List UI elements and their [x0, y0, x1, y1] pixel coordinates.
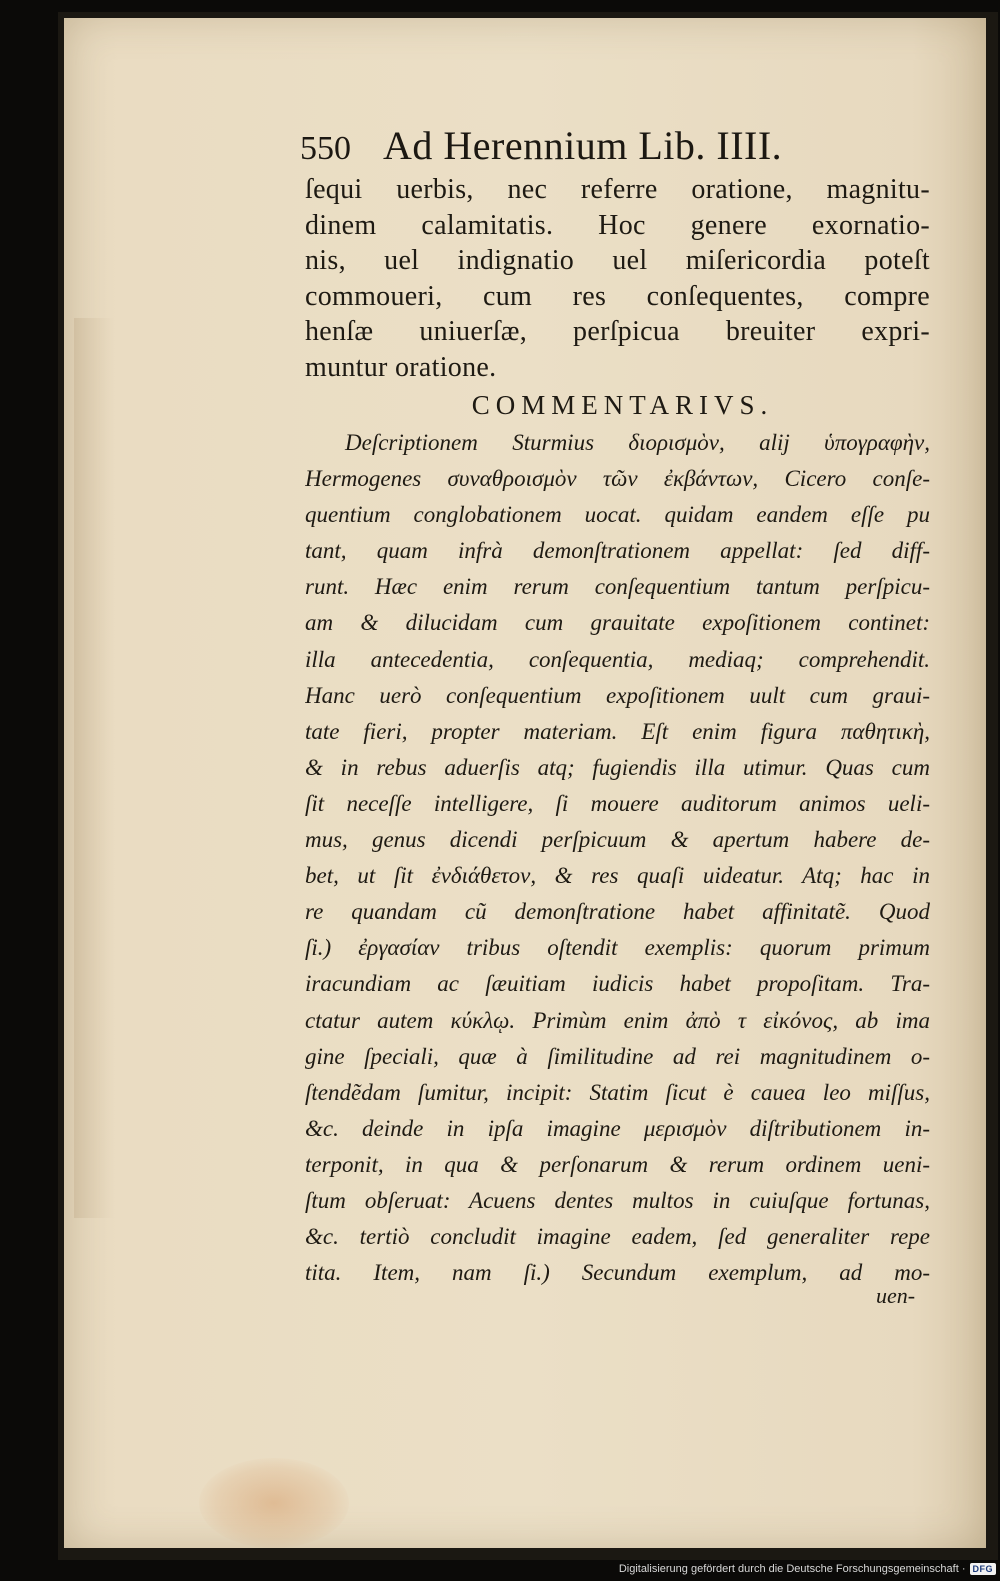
- commentary-line: ſtendẽdam ſumitur, incipit: Statim ſicut è cauea leo miſſus,: [305, 1079, 930, 1105]
- commentary-line: mus, genus dicendi perſpicuum & apertum habere de-: [305, 827, 930, 853]
- credit-text: Digitalisierung gefördert durch die Deutsche Forschungsgemeinschaft ·: [618, 1563, 966, 1575]
- commentary-line: Hanc uerò conſequentium expoſitionem uult cum graui-: [305, 682, 930, 708]
- commentary-line: & in rebus aduerſis atq; fugiendis illa utimur. Quas cum: [305, 754, 930, 780]
- commentary-line: tate fieri, propter materiam. Eſt enim figura παθητικὴ,: [305, 718, 930, 744]
- running-head: [300, 122, 860, 172]
- page-text: [305, 172, 930, 1291]
- commentary-line: quentium conglobationem uocat. quidam eandem eſſe pu: [305, 502, 930, 528]
- text-line: muntur oratione.: [305, 351, 497, 383]
- commentary-line: ſi.) ἐργασίαν tribus oſtendit exemplis: quorum primum: [305, 935, 930, 961]
- page-number: 550: [300, 130, 351, 167]
- commentary-line: bet, ut ſit ἐνδιάθετον, & res quaſi uideatur. Atq; hac in: [305, 863, 930, 889]
- digitization-credit: [619, 1560, 996, 1578]
- commentary-line: ſtum obſeruat: Acuens dentes multos in cuiuſque fortunas,: [305, 1187, 930, 1213]
- commentary-line: ctatur autem κύκλῳ. Primùm enim ἀπὸ τ εἰκόνος, ab ima: [305, 1007, 930, 1033]
- text-line: commoueri, cum res conſequentes, compre: [305, 280, 930, 312]
- commentary-line: re quandam cũ demonſtratione habet affinitatẽ. Quod: [305, 899, 930, 925]
- commentary-line: Deſcriptionem Sturmius διορισμὸν, alij ὑπογραφὴν,: [345, 430, 930, 455]
- commentary-line: terponit, in qua & perſonarum & rerum ordinem ueni-: [305, 1151, 930, 1177]
- commentary-line: ſit neceſſe intelligere, ſi mouere auditorum animos ueli-: [305, 790, 930, 816]
- commentary-line: tant, quam infrà demonſtrationem appellat: ſed diff-: [305, 538, 930, 564]
- commentary-line: Hermogenes συναθροισμὸν τῶν ἐκβάντων, Cicero conſe-: [305, 466, 930, 492]
- text-line: dinem calamitatis. Hoc genere exornatio-: [305, 209, 930, 241]
- page-shadow: [74, 318, 114, 1218]
- running-title: Ad Herennium Lib. IIII.: [383, 123, 783, 168]
- commentary-line: iracundiam ac ſæuitiam iudicis habet propoſitam. Tra-: [305, 971, 930, 997]
- commentary-line: tita. Item, nam ſi.) Secundum exemplum, ad mo-: [305, 1260, 930, 1286]
- catchword: uen-: [876, 1283, 916, 1308]
- commentary-line: runt. Hæc enim rerum conſequentium tantum perſpicu-: [305, 574, 930, 600]
- commentary-line: &c. tertiò concludit imagine eadem, ſed generaliter repe: [305, 1224, 930, 1250]
- foxing-stain: [199, 1458, 349, 1548]
- commentary-line: gine ſpeciali, quæ à ſimilitudine ad rei magnitudinem o-: [305, 1043, 930, 1069]
- dfg-logo: DFG: [970, 1563, 997, 1575]
- text-line: henſæ uniuerſæ, perſpicua breuiter expri-: [305, 316, 930, 347]
- text-line: nis, uel indignatio uel miſericordia poteſt: [305, 245, 930, 276]
- commentary-line: illa antecedentia, conſequentia, mediaq; comprehendit.: [305, 646, 930, 672]
- section-heading: COMMENTARIVS.: [471, 390, 774, 420]
- commentary-line: &c. deinde in ipſa imagine μερισμὸν diſtributionem in-: [305, 1115, 930, 1141]
- commentary-line: am & dilucidam cum grauitate expoſitionem continet:: [305, 610, 930, 636]
- text-line: ſequi uerbis, nec referre oratione, magnitu-: [305, 174, 930, 205]
